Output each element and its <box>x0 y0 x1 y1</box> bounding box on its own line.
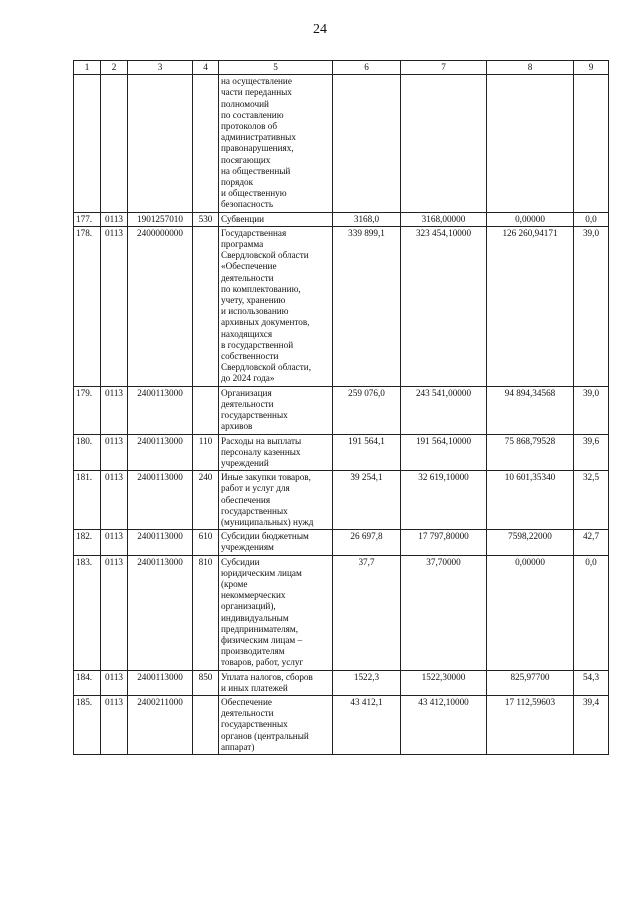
item-name-line: Государственная <box>221 227 287 238</box>
planned-amount: 191 564,10000 <box>401 434 487 471</box>
execution-percent <box>574 75 609 212</box>
item-name-line: по составлению <box>221 109 284 120</box>
target-item-code: 2400113000 <box>128 555 193 670</box>
item-name-line: Обеспечение <box>221 696 272 707</box>
budget-table <box>73 60 609 755</box>
approved-amount: 26 697,8 <box>333 530 401 555</box>
item-name <box>219 226 333 386</box>
expense-type-code: 610 <box>193 530 219 555</box>
item-name-line: полномочий <box>221 98 269 109</box>
item-name-line: безопасность <box>221 199 274 210</box>
item-name <box>219 434 333 471</box>
item-name-line: деятельности <box>221 398 274 409</box>
item-name-line: работ и услуг для <box>221 483 290 494</box>
target-item-code: 1901257010 <box>128 212 193 226</box>
executed-amount: 7598,22000 <box>487 530 574 555</box>
item-name-line: предпринимателям, <box>221 623 299 634</box>
approved-amount: 39 254,1 <box>333 471 401 530</box>
item-name <box>219 530 333 555</box>
target-item-code <box>128 75 193 212</box>
item-name <box>219 555 333 670</box>
header-cell-1: 1 <box>74 61 101 75</box>
execution-percent: 54,3 <box>574 670 609 695</box>
table-body <box>74 75 609 755</box>
item-name-line: деятельности <box>221 272 274 283</box>
item-name-line: физическим лицам – <box>221 634 303 645</box>
item-name-line: собственности <box>221 351 279 362</box>
expense-type-code <box>193 75 219 212</box>
planned-amount: 243 541,00000 <box>401 386 487 434</box>
item-name <box>219 670 333 695</box>
expense-type-code <box>193 226 219 386</box>
executed-amount <box>487 75 574 212</box>
execution-percent: 0,0 <box>574 212 609 226</box>
item-name-line: административных <box>221 132 296 143</box>
row-number: 180. <box>74 434 101 471</box>
header-cell-8: 8 <box>487 61 574 75</box>
executed-amount: 0,00000 <box>487 555 574 670</box>
header-cell-7: 7 <box>401 61 487 75</box>
execution-percent: 42,7 <box>574 530 609 555</box>
item-name <box>219 386 333 434</box>
item-name-line: Субсидии бюджетным <box>221 531 309 542</box>
table-row <box>74 226 609 386</box>
item-name <box>219 75 333 212</box>
item-name-line: протоколов об <box>221 121 278 132</box>
executed-amount: 10 601,35340 <box>487 471 574 530</box>
planned-amount: 43 412,10000 <box>401 695 487 754</box>
executed-amount: 0,00000 <box>487 212 574 226</box>
item-name-line: архивов <box>221 421 253 432</box>
header-cell-4: 4 <box>193 61 219 75</box>
header-row <box>74 61 609 75</box>
expense-type-code: 810 <box>193 555 219 670</box>
execution-percent: 39,0 <box>574 386 609 434</box>
item-name-line: учреждениям <box>221 542 274 553</box>
table-row <box>74 555 609 670</box>
item-name-line: и иных платежей <box>221 682 288 693</box>
header-cell-9: 9 <box>574 61 609 75</box>
executed-amount: 126 260,94171 <box>487 226 574 386</box>
item-name-line: Уплата налогов, сборов <box>221 671 313 682</box>
item-name-line: (кроме <box>221 578 248 589</box>
execution-percent: 39,6 <box>574 434 609 471</box>
execution-percent: 39,0 <box>574 226 609 386</box>
execution-percent: 0,0 <box>574 555 609 670</box>
item-name-line: органов (центральный <box>221 730 309 741</box>
item-name-line: архивных документов, <box>221 317 310 328</box>
section-code: 0113 <box>101 434 128 471</box>
row-number: 183. <box>74 555 101 670</box>
table-row <box>74 471 609 530</box>
item-name-line: организаций), <box>221 601 276 612</box>
table-row <box>74 530 609 555</box>
item-name-line: аппарат) <box>221 741 255 752</box>
target-item-code: 2400211000 <box>128 695 193 754</box>
item-name-line: по комплектованию, <box>221 283 301 294</box>
section-code <box>101 75 128 212</box>
approved-amount: 259 076,0 <box>333 386 401 434</box>
table-row <box>74 386 609 434</box>
item-name-line: производителям <box>221 646 285 657</box>
expense-type-code: 850 <box>193 670 219 695</box>
executed-amount: 94 894,34568 <box>487 386 574 434</box>
item-name-line: программа <box>221 239 264 250</box>
header-cell-2: 2 <box>101 61 128 75</box>
item-name-line: индивидуальным <box>221 612 289 623</box>
item-name-line: учреждений <box>221 457 269 468</box>
expense-type-code <box>193 695 219 754</box>
row-number: 182. <box>74 530 101 555</box>
header-cell-5: 5 <box>219 61 333 75</box>
item-name-line: Субсидии <box>221 556 260 567</box>
section-code: 0113 <box>101 670 128 695</box>
row-number: 184. <box>74 670 101 695</box>
section-code: 0113 <box>101 530 128 555</box>
planned-amount: 32 619,10000 <box>401 471 487 530</box>
item-name-line: Субвенции <box>221 213 265 224</box>
expense-type-code <box>193 386 219 434</box>
row-number: 179. <box>74 386 101 434</box>
item-name-line: находящихся <box>221 328 273 339</box>
item-name-line: в государственной <box>221 339 294 350</box>
item-name-line: на общественный <box>221 165 291 176</box>
executed-amount: 75 868,79528 <box>487 434 574 471</box>
planned-amount: 17 797,80000 <box>401 530 487 555</box>
item-name-line: государственных <box>221 505 288 516</box>
item-name-line: посягающих <box>221 154 271 165</box>
table-row <box>74 695 609 754</box>
item-name-line: Свердловской области <box>221 250 309 261</box>
item-name-line: учету, хранению <box>221 295 286 306</box>
target-item-code: 2400113000 <box>128 434 193 471</box>
item-name-line: деятельности <box>221 708 274 719</box>
approved-amount: 37,7 <box>333 555 401 670</box>
execution-percent: 39,4 <box>574 695 609 754</box>
section-code: 0113 <box>101 471 128 530</box>
table-row <box>74 212 609 226</box>
table-row <box>74 75 609 212</box>
item-name-line: юридическим лицам <box>221 567 302 578</box>
item-name-line: обеспечения <box>221 494 271 505</box>
section-code: 0113 <box>101 226 128 386</box>
section-code: 0113 <box>101 695 128 754</box>
item-name-line: и использованию <box>221 306 289 317</box>
item-name-line: товаров, работ, услуг <box>221 657 304 668</box>
expense-type-code: 240 <box>193 471 219 530</box>
item-name-line: государственных <box>221 719 288 730</box>
item-name <box>219 212 333 226</box>
planned-amount: 37,70000 <box>401 555 487 670</box>
planned-amount: 323 454,10000 <box>401 226 487 386</box>
item-name <box>219 471 333 530</box>
section-code: 0113 <box>101 555 128 670</box>
target-item-code: 2400113000 <box>128 670 193 695</box>
item-name <box>219 695 333 754</box>
target-item-code: 2400000000 <box>128 226 193 386</box>
item-name-line: порядок <box>221 177 254 188</box>
approved-amount <box>333 75 401 212</box>
execution-percent: 32,5 <box>574 471 609 530</box>
expense-type-code: 530 <box>193 212 219 226</box>
executed-amount: 17 112,59603 <box>487 695 574 754</box>
item-name-line: правонарушениях, <box>221 143 294 154</box>
planned-amount: 1522,30000 <box>401 670 487 695</box>
expense-type-code: 110 <box>193 434 219 471</box>
approved-amount: 339 899,1 <box>333 226 401 386</box>
item-name-line: до 2024 года» <box>221 373 275 384</box>
header-cell-6: 6 <box>333 61 401 75</box>
approved-amount: 43 412,1 <box>333 695 401 754</box>
table-row <box>74 670 609 695</box>
planned-amount: 3168,00000 <box>401 212 487 226</box>
item-name-line: Расходы на выплаты <box>221 435 302 446</box>
item-name-line: на осуществление <box>221 76 292 87</box>
item-name-line: некоммерческих <box>221 590 286 601</box>
target-item-code: 2400113000 <box>128 386 193 434</box>
item-name-line: Иные закупки товаров, <box>221 472 311 483</box>
item-name-line: части переданных <box>221 87 292 98</box>
approved-amount: 1522,3 <box>333 670 401 695</box>
target-item-code: 2400113000 <box>128 530 193 555</box>
planned-amount <box>401 75 487 212</box>
executed-amount: 825,97700 <box>487 670 574 695</box>
item-name-line: (муниципальных) нужд <box>221 516 314 527</box>
section-code: 0113 <box>101 386 128 434</box>
item-name-line: Свердловской области, <box>221 362 311 373</box>
item-name-line: «Обеспечение <box>221 261 277 272</box>
row-number: 177. <box>74 212 101 226</box>
item-name-line: и общественную <box>221 188 287 199</box>
row-number: 185. <box>74 695 101 754</box>
page-number: 24 <box>313 22 327 37</box>
item-name-line: персоналу казенных <box>221 446 301 457</box>
row-number <box>74 75 101 212</box>
row-number: 181. <box>74 471 101 530</box>
item-name-line: государственных <box>221 410 288 421</box>
target-item-code: 2400113000 <box>128 471 193 530</box>
item-name-line: Организация <box>221 387 272 398</box>
section-code: 0113 <box>101 212 128 226</box>
approved-amount: 191 564,1 <box>333 434 401 471</box>
header-cell-3: 3 <box>128 61 193 75</box>
approved-amount: 3168,0 <box>333 212 401 226</box>
row-number: 178. <box>74 226 101 386</box>
table-row <box>74 434 609 471</box>
